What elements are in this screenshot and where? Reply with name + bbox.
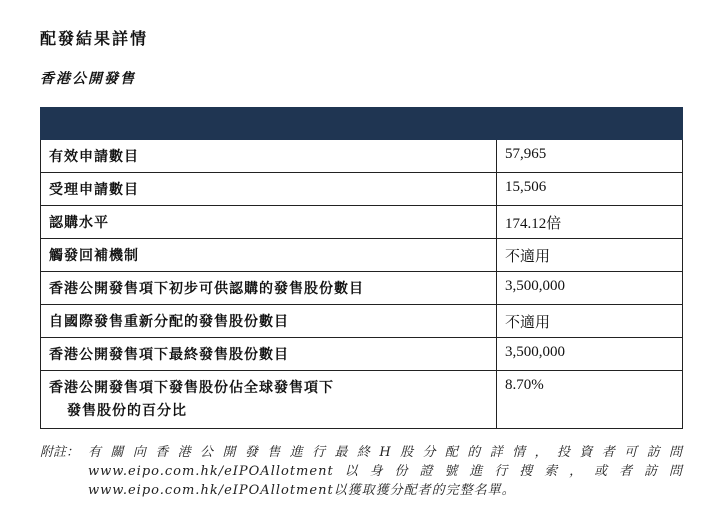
footnote [40,443,683,500]
allotment-results-table [40,107,683,429]
row-label: 香港公開發售項下最終發售股份數目 [41,338,497,371]
row-label: 香港公開發售項下初步可供認購的發售股份數目 [41,272,497,305]
table-row [41,173,683,206]
row-value: 不適用 [497,305,683,338]
row-value: 174.12倍 [497,206,683,239]
table-header-bar [41,108,683,140]
row-label [41,371,497,429]
row-value: 3,500,000 [497,338,683,371]
row-value: 15,506 [497,173,683,206]
row-label: 認購水平 [41,206,497,239]
table-row [41,206,683,239]
row-label: 有效申請數目 [41,140,497,173]
table-row [41,371,683,429]
row-label: 觸發回補機制 [41,239,497,272]
row-label-line2: 發售股份的百分比 [67,403,187,419]
table-row [41,305,683,338]
table-row [41,239,683,272]
row-label-line1: 香港公開發售項下發售股份佔全球發售項下 [49,380,334,396]
row-value: 不適用 [497,239,683,272]
row-value: 57,965 [497,140,683,173]
row-label: 受理申請數目 [41,173,497,206]
row-label: 自國際發售重新分配的發售股份數目 [41,305,497,338]
table-row [41,338,683,371]
table-row [41,272,683,305]
section-subtitle: 香港公開發售 [40,71,136,87]
footnote-label: 附註： [40,445,80,460]
table-row [41,140,683,173]
row-value: 3,500,000 [497,272,683,305]
footnote-text: 有關向香港公開發售進行最終H股分配的詳情，投資者可訪問www.eipo.com.hk/eIPOAllotment以身份證號進行搜索，或者訪問www.eipo.com.hk/eIPOAllotment以獲取獲分配者的完整名單。 [88,445,683,498]
row-value: 8.70% [497,371,683,429]
section-title: 配發結果詳情 [40,29,149,48]
